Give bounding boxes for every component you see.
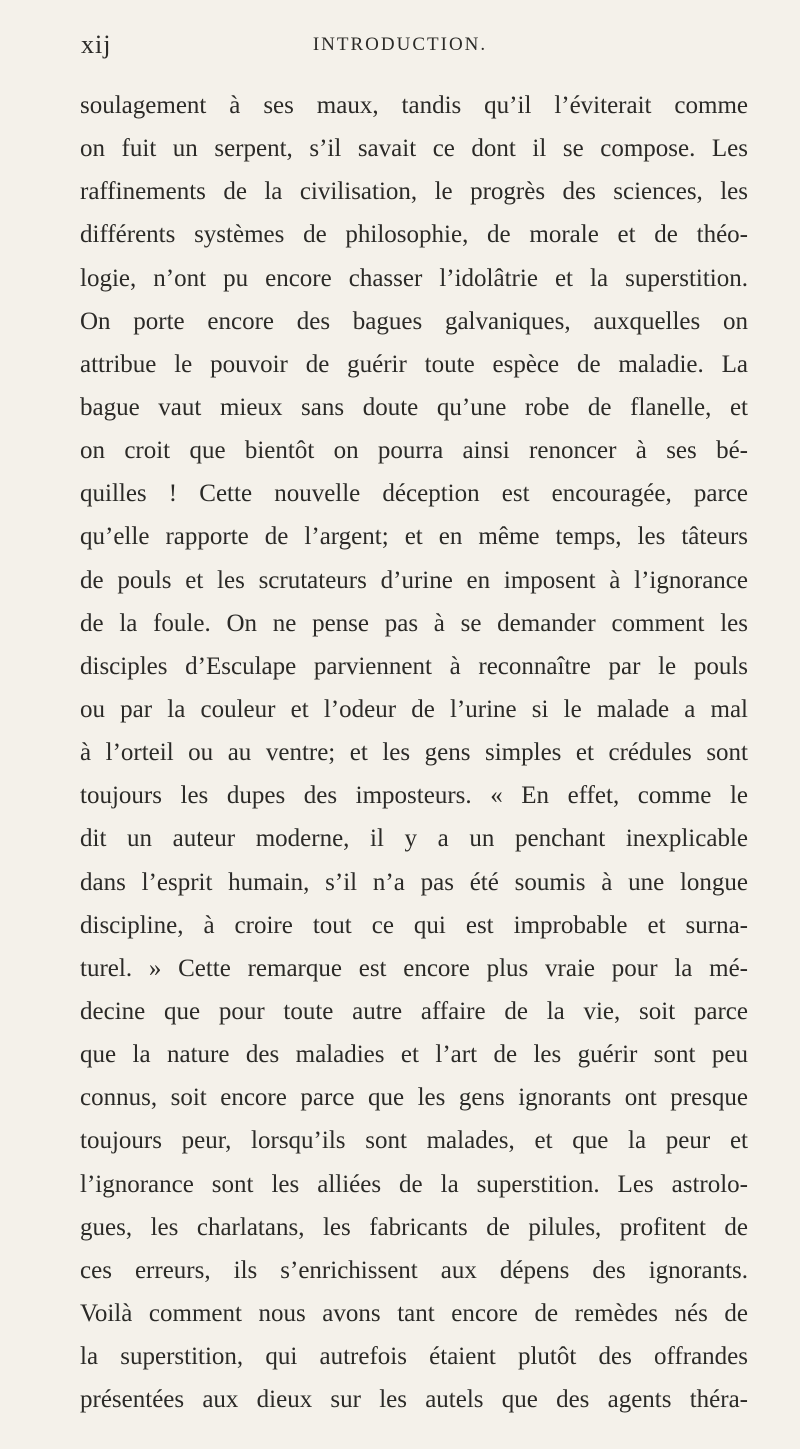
section-title: INTRODUCTION. bbox=[312, 34, 488, 55]
body-text bbox=[80, 84, 748, 1421]
text-line-19: dans l’esprit humain, s’il n’a pas été soumis à une longue bbox=[80, 868, 748, 896]
text-line-20: discipline, à croire tout ce qui est improbable et surna- bbox=[80, 911, 748, 939]
text-line-26: l’ignorance sont les alliées de la superstition. Les astrolo- bbox=[80, 1170, 748, 1198]
text-line-7: attribue le pouvoir de guérir toute espèce de maladie. La bbox=[80, 350, 748, 378]
text-line-28: ces erreurs, ils s’enrichissent aux dépens des ignorants. bbox=[80, 1256, 748, 1284]
text-line-16: à l’orteil ou au ventre; et les gens simples et crédules sont bbox=[80, 739, 748, 767]
text-line-9: on croit que bientôt on pourra ainsi renoncer à ses bé- bbox=[80, 437, 748, 465]
text-line-27: gues, les charlatans, les fabricants de pilules, profitent de bbox=[80, 1213, 748, 1241]
text-line-11: qu’elle rapporte de l’argent; et en même temps, les tâteurs bbox=[80, 523, 748, 551]
text-line-1: soulagement à ses maux, tandis qu’il l’éviterait comme bbox=[80, 92, 748, 119]
text-line-4: différents systèmes de philosophie, de morale et de théo- bbox=[80, 221, 748, 249]
text-line-22: decine que pour toute autre affaire de la vie, soit parce bbox=[80, 997, 748, 1025]
text-line-2: on fuit un serpent, s’il savait ce dont il se compose. Les bbox=[80, 135, 748, 163]
text-line-18: dit un auteur moderne, il y a un penchant inexplicable bbox=[80, 825, 748, 853]
text-line-10: quilles ! Cette nouvelle déception est encouragée, parce bbox=[80, 480, 748, 508]
text-line-25: toujours peur, lorsqu’ils sont malades, et que la peur et bbox=[80, 1127, 748, 1155]
text-line-8: bague vaut mieux sans doute qu’une robe de flanelle, et bbox=[80, 393, 748, 421]
text-line-30: la superstition, qui autrefois étaient plutôt des offrandes bbox=[80, 1343, 748, 1371]
text-line-5: logie, n’ont pu encore chasser l’idolâtrie et la superstition. bbox=[80, 264, 748, 292]
text-line-23: que la nature des maladies et l’art de les guérir sont peu bbox=[80, 1041, 748, 1069]
text-line-3: raffinements de la civilisation, le progrès des sciences, les bbox=[80, 178, 748, 206]
text-line-24: connus, soit encore parce que les gens ignorants ont presque bbox=[80, 1084, 748, 1112]
text-line-21: turel. » Cette remarque est encore plus vraie pour la mé- bbox=[80, 954, 748, 982]
text-line-12: de pouls et les scrutateurs d’urine en imposent à l’ignorance bbox=[80, 566, 748, 594]
text-line-29: Voilà comment nous avons tant encore de remèdes nés de bbox=[80, 1299, 748, 1327]
text-line-14: disciples d’Esculape parviennent à reconnaître par le pouls bbox=[80, 652, 748, 680]
text-line-31: présentées aux dieux sur les autels que des agents théra- bbox=[80, 1386, 748, 1414]
text-line-15: ou par la couleur et l’odeur de l’urine si le malade a mal bbox=[80, 695, 748, 723]
running-head bbox=[0, 24, 800, 64]
page-number: xij bbox=[81, 30, 112, 59]
text-line-13: de la foule. On ne pense pas à se demander comment les bbox=[80, 609, 748, 637]
text-line-6: On porte encore des bagues galvaniques, auxquelles on bbox=[80, 307, 748, 335]
text-line-17: toujours les dupes des imposteurs. « En effet, comme le bbox=[80, 782, 748, 810]
